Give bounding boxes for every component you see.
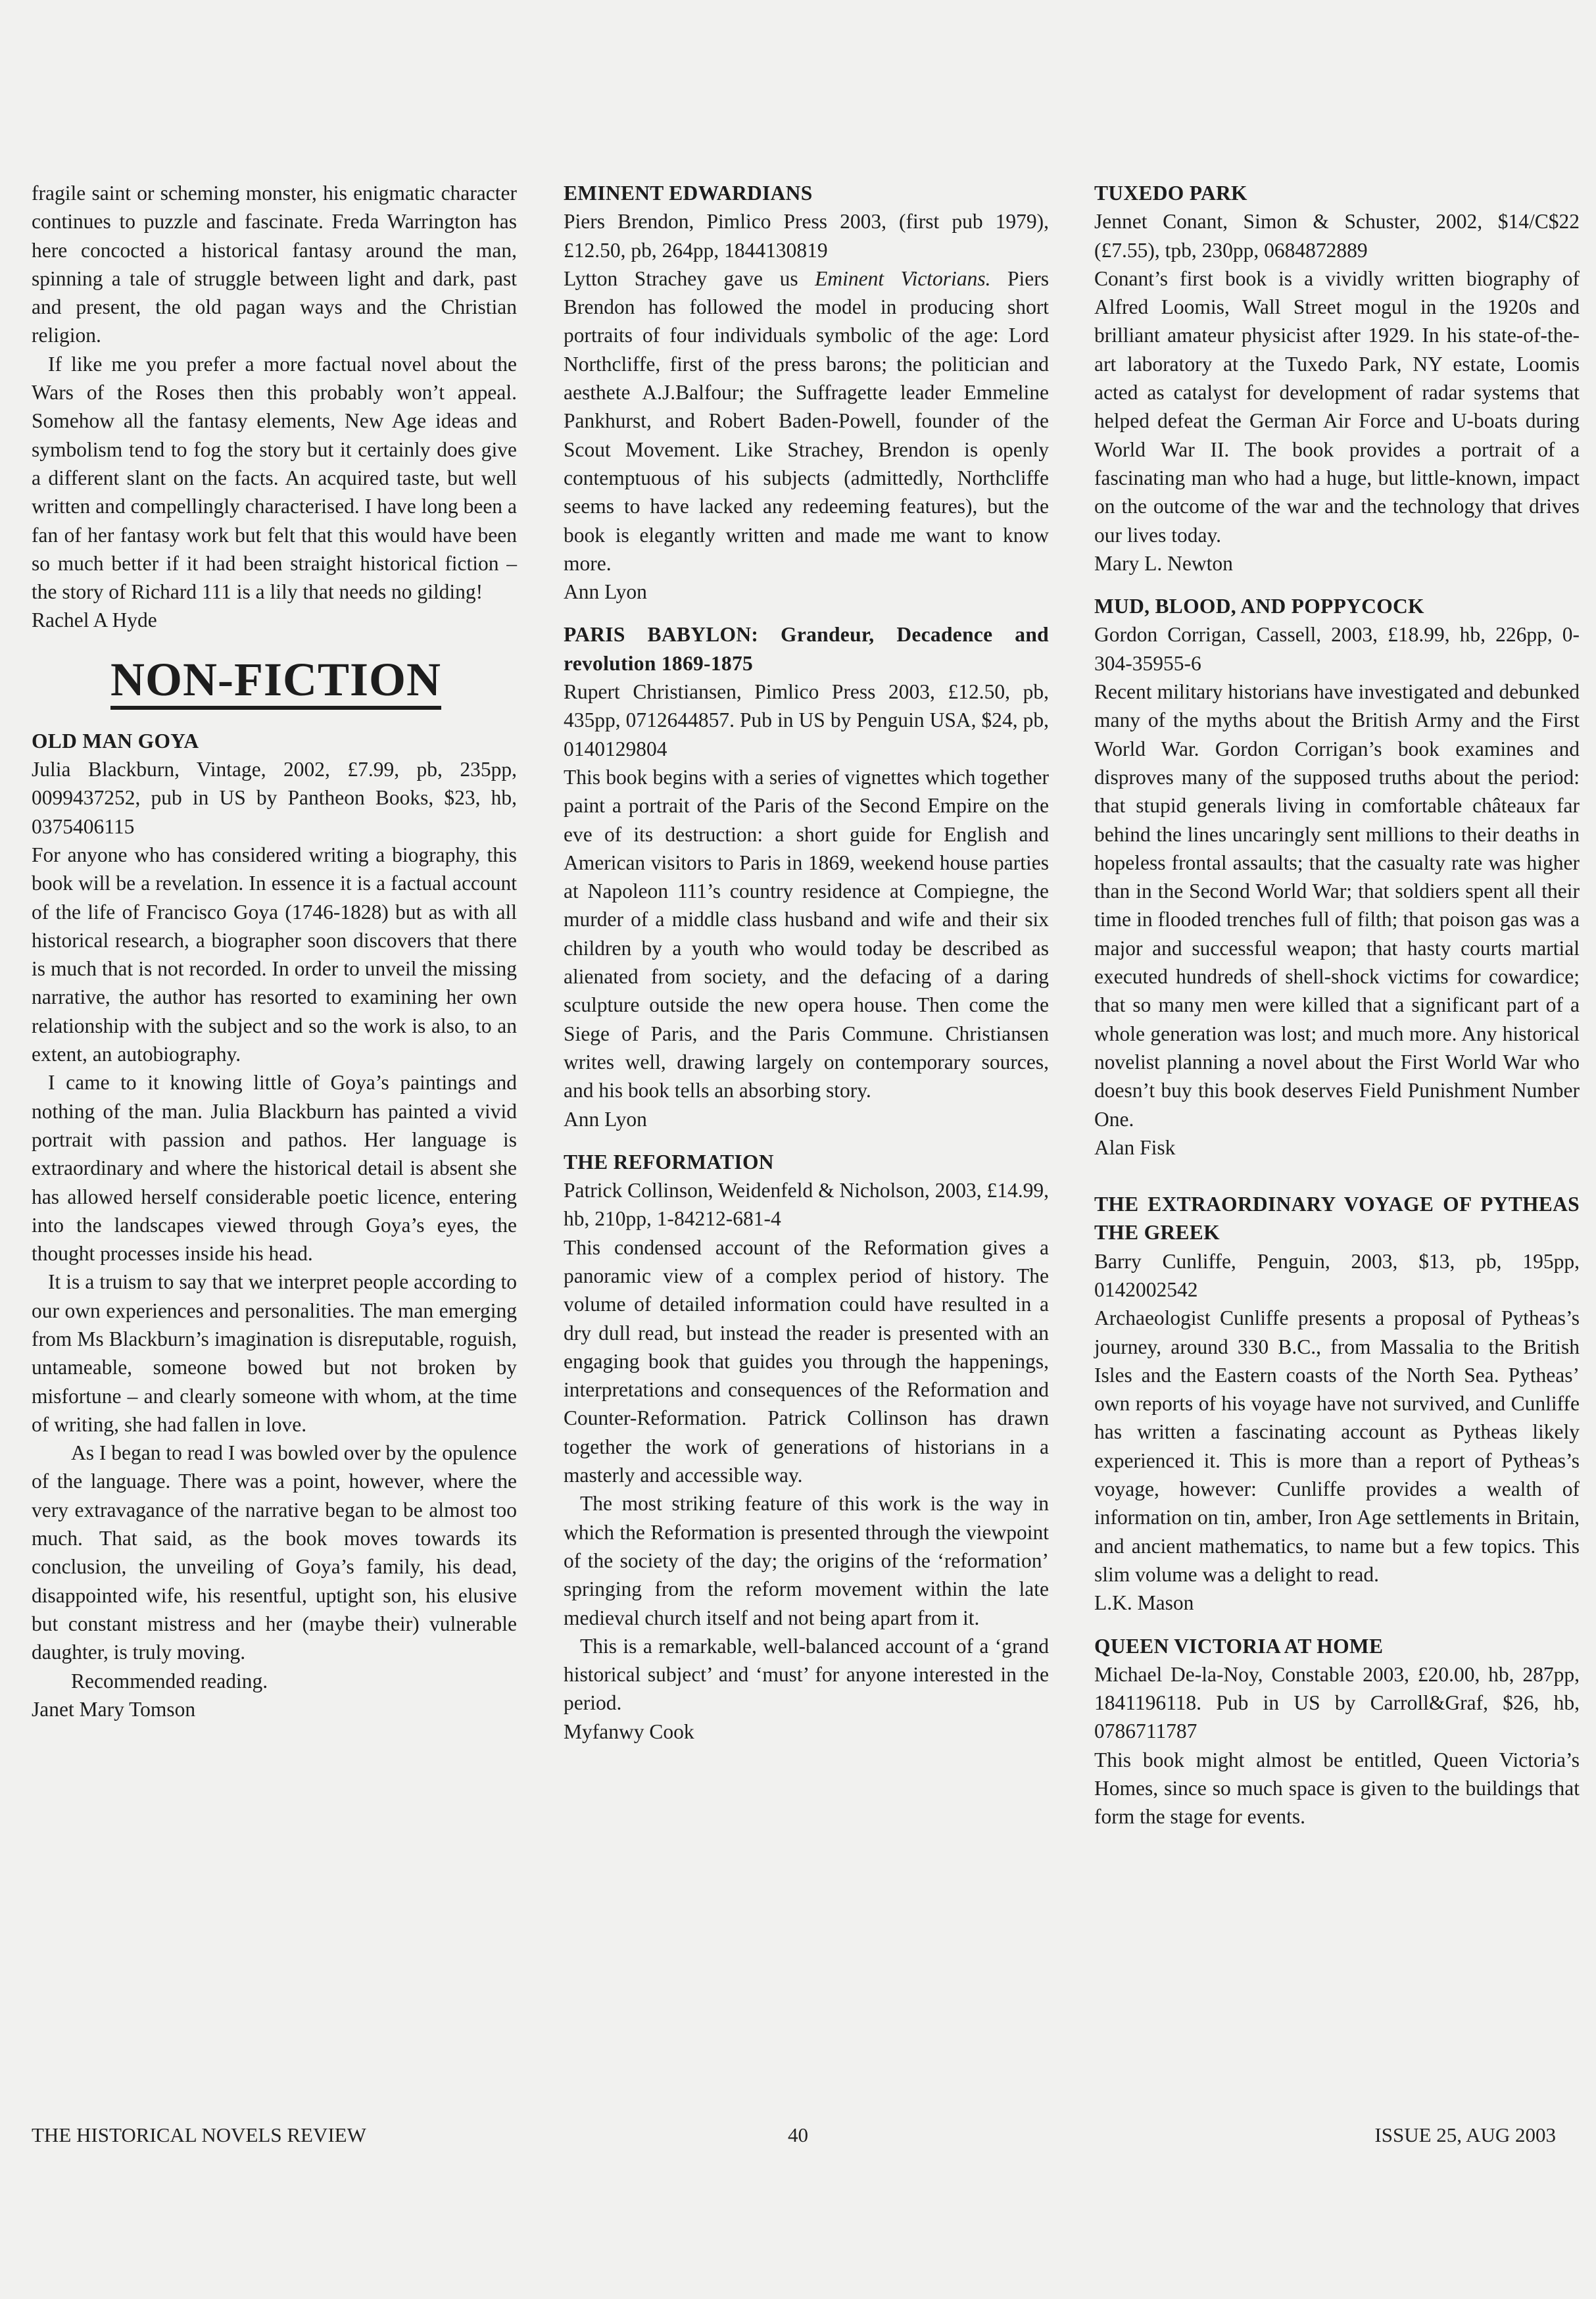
book-title: TUXEDO PARK: [1094, 182, 1247, 205]
reviewer-name: Mary L. Newton: [1094, 551, 1233, 575]
review-paragraph: This book begins with a series of vignettes which together paint a portrait of the Paris of the Second Empire on the eve of its destruction: a short guide for English and American visitors to Paris in 1869, weekend house parties at Napoleon 111’s country residence at Compiegne, the murder of a middle class husband and wife and their six children by a youth who would today be described as alienated from society, and the defacing of a daring sculpture outside the new opera house. Then come the Siege of Paris, and the Paris Commune. Christiansen writes well, drawing largely on contemporary sources, and his book tells an absorbing story.: [564, 765, 1049, 1102]
reviewer-name: Ann Lyon: [564, 1107, 647, 1131]
reviewer-name: Janet Mary Tomson: [32, 1697, 196, 1721]
reviewer-name: Rachel A Hyde: [32, 608, 157, 632]
bibliographic-details: Patrick Collinson, Weidenfeld & Nicholson, 2003, £14.99, hb, 210pp, 1-84212-681-4: [564, 1179, 1049, 1231]
review-paragraph: Archaeologist Cunliffe presents a proposal of Pytheas’s journey, around 330 B.C., from Massalia to the British Isles and the Eastern coasts of the North Sea. Pytheas’ own reports of his voyage have not survived, and Cunliffe has written a fascinating account as Pytheas likely experienced it. This is more than a report of Pytheas’s voyage, however: Cunliffe provides a wealth of information on tin, amber, Iron Age settlements in Britain, and ancient mathematics, to name but a few topics. This slim volume was a delight to read.: [1094, 1306, 1580, 1586]
review-continued-text: fragile saint or scheming monster, his enigmatic character continues to puzzle and fascinate. Freda Warrington has here concocted a historical fantasy around the man, spinning a tale of struggle between light and dark, past and present, the old pagan ways and the Christian religion.: [32, 182, 517, 347]
review-paragraph: As I began to read I was bowled over by the opulence of the language. There was a point, however, where the very extravagance of the narrative began to be almost too much. That said, as the book moves towards its conclusion, the unveiling of Goya’s family, his dead, disappointed wife, his resentful, uptight son, his elusive but constant mistress and her (maybe their) vulnerable daughter, is truly moving.: [32, 1441, 517, 1664]
book-title: PARIS BABYLON: Grandeur, Decadence and revolution 1869-1875: [564, 623, 1049, 675]
section-heading: NON-FICTION: [110, 653, 441, 710]
column-right: [1094, 179, 1580, 1831]
review-paragraph: For anyone who has considered writing a biography, this book will be a revelation. In essence it is a factual account of the life of Francisco Goya (1746-1828) but as with all historical research, a biographer soon discovers that there is much that is not recorded. In order to unveil the missing narrative, the author has resorted to examining her own relationship with the subject and so the work is also, to an extent, an autobiography.: [32, 843, 517, 1066]
column-left: [32, 179, 517, 1723]
bibliographic-details: Piers Brendon, Pimlico Press 2003, (first pub 1979), £12.50, pb, 264pp, 1844130819: [564, 210, 1049, 262]
bibliographic-details: Jennet Conant, Simon & Schuster, 2002, $14/C$22 (£7.55), tpb, 230pp, 0684872889: [1094, 210, 1580, 262]
italic-book-title: Eminent Victorians.: [815, 266, 991, 290]
journal-name: THE HISTORICAL NOVELS REVIEW: [32, 2123, 366, 2146]
bibliographic-details: Rupert Christiansen, Pimlico Press 2003, £12.50, pb, 435pp, 0712644857. Pub in US by Penguin USA, $24, pb, 0140129804: [564, 680, 1049, 760]
bibliographic-details: Gordon Corrigan, Cassell, 2003, £18.99, hb, 226pp, 0-304-35955-6: [1094, 623, 1580, 675]
book-title: THE REFORMATION: [564, 1150, 774, 1174]
review-paragraph: This condensed account of the Reformation gives a panoramic view of a complex period of history. The volume of detailed information could have resulted in a dry dull read, but instead the reader is presented with an engaging book that guides you through the happenings, interpretations and consequences of the Reformation and Counter-Reformation. Patrick Collinson has drawn together the work of generations of historians in a masterly and accessible way.: [564, 1235, 1049, 1487]
reviewer-name: Ann Lyon: [564, 580, 647, 604]
review-paragraph: This book might almost be entitled, Queen Victoria’s Homes, since so much space is given to the buildings that form the stage for events.: [1094, 1748, 1580, 1829]
book-title: MUD, BLOOD, AND POPPYCOCK: [1094, 595, 1424, 618]
review-paragraph: Lytton Strachey gave us Eminent Victorians. Piers Brendon has followed the model in producing short portraits of four individuals symbolic of the age: Lord Northcliffe, first of the press barons; the politician and aesthete A.J.Balfour; the Suffragette leader Emmeline Pankhurst, and Robert Baden-Powell, founder of the Scout Movement. Like Strachey, Brendon is openly contemptuous of his subjects (admittedly, Northcliffe seems to have lacked any redeeming features), but the book is elegantly written and made me want to know more.: [564, 266, 1050, 575]
reviewer-name: Alan Fisk: [1094, 1135, 1176, 1159]
book-title: THE EXTRAORDINARY VOYAGE OF PYTHEAS THE GREEK: [1094, 1193, 1580, 1245]
review-paragraph: It is a truism to say that we interpret people according to our own experiences and personalities. The man emerging from Ms Blackburn’s imagination is disreputable, roguish, untameable, someone bowed but not broken by misfortune – and clearly someone with whom, at the time of writing, she had fallen in love.: [32, 1270, 517, 1436]
page-number: 40: [788, 2123, 808, 2146]
review-paragraph: Conant’s first book is a vividly written biography of Alfred Loomis, Wall Street mogul in the 1920s and brilliant amateur physicist after 1929. In his state-of-the-art laboratory at the Tuxedo Park, NY estate, Loomis acted as catalyst for development of radar systems that helped defeat the German Air Force and U-boats during World War II. The book provides a portrait of a fascinating man who had a huge, but little-known, impact on the outcome of the war and the technology that drives our lives today.: [1094, 266, 1580, 547]
book-title: OLD MAN GOYA: [32, 729, 199, 753]
review-paragraph: Recent military historians have investigated and debunked many of the myths about the British Army and the First World War. Gordon Corrigan’s book examines and disproves many of the supposed truths about the period: that stupid generals living in comfortable châteaux far behind the lines uncaringly sent millions to their deaths in hopeless frontal assaults; that the casualty rate was higher than in the Second World War; that soldiers spent all their time in flooded trenches full of filth; that poison gas was a major and successful weapon; that hasty courts martial executed hundreds of shell-shock victims for cowardice; that so many men were killed that a significant part of a whole generation was lost; and much more. Any historical novelist planning a novel about the First World War who doesn’t buy this book deserves Field Punishment Number One.: [1094, 680, 1580, 1131]
bibliographic-details: Julia Blackburn, Vintage, 2002, £7.99, pb, 235pp, 0099437252, pub in US by Pantheon Books, $23, hb, 0375406115: [32, 758, 517, 838]
review-paragraph: This is a remarkable, well-balanced account of a ‘grand historical subject’ and ‘must’ for anyone interested in the period.: [564, 1634, 1049, 1715]
reviewer-name: L.K. Mason: [1094, 1591, 1194, 1615]
book-title: EMINENT EDWARDIANS: [564, 182, 813, 205]
review-paragraph: I came to it knowing little of Goya’s paintings and nothing of the man. Julia Blackburn has painted a vivid portrait with passion and pathos. Her language is extraordinary and where the historical detail is absent she has allowed herself considerable poetic licence, entering into the landscapes viewed through Goya’s eyes, the thought processes inside his head.: [32, 1071, 517, 1266]
review-paragraph: If like me you prefer a more factual novel about the Wars of the Roses then this probably won’t appeal. Somehow all the fantasy elements, New Age ideas and symbolism tend to fog the story but it certainly does give a different slant on the facts. An acquired taste, but well written and compellingly characterised. I have long been a fan of her fantasy work but felt that this would have been so much better if it had been straight historical fiction – the story of Richard 111 is a lily that needs no gilding!: [32, 352, 517, 604]
review-paragraph: Recommended reading.: [71, 1669, 268, 1693]
column-middle: [564, 179, 1049, 1746]
reviewer-name: Myfanwy Cook: [564, 1719, 694, 1743]
bibliographic-details: Barry Cunliffe, Penguin, 2003, $13, pb, 195pp, 0142002542: [1094, 1249, 1580, 1301]
review-paragraph: The most striking feature of this work is the way in which the Reformation is presented through the viewpoint of the society of the day; the origins of the ‘reformation’ springing from the reform movement within the late medieval church itself and not being apart from it.: [564, 1492, 1049, 1629]
book-title: QUEEN VICTORIA AT HOME: [1094, 1634, 1384, 1658]
issue-date: ISSUE 25, AUG 2003: [1374, 2123, 1556, 2146]
bibliographic-details: Michael De-la-Noy, Constable 2003, £20.00, hb, 287pp, 1841196118. Pub in US by Carroll&Graf, $26, hb, 0786711787: [1094, 1662, 1580, 1743]
